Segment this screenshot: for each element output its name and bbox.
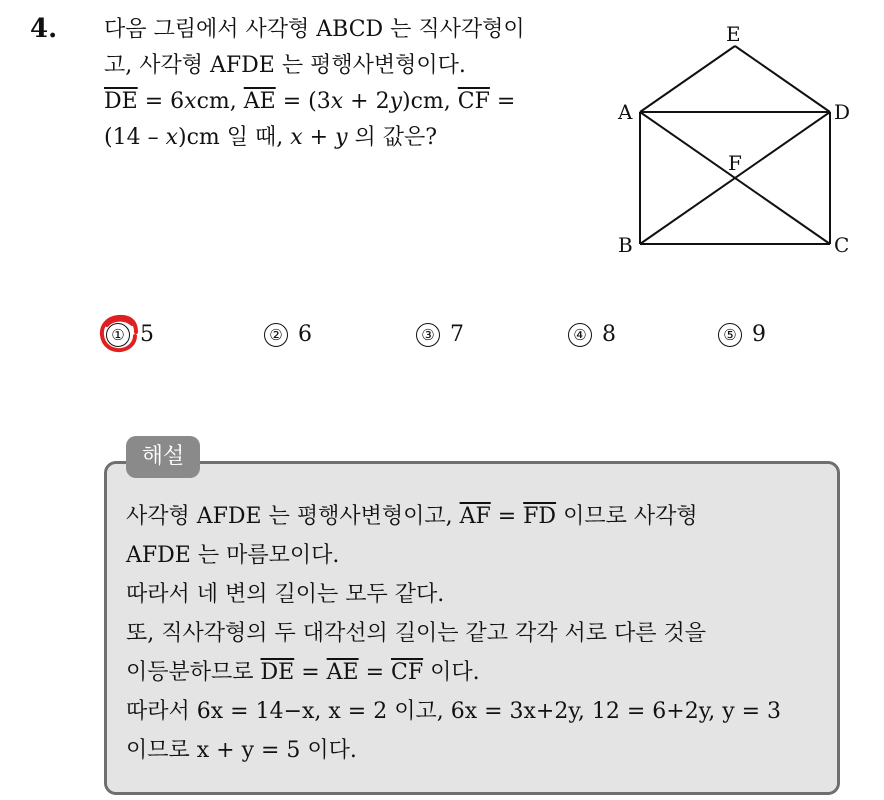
- label-a: A: [618, 100, 633, 124]
- equals-sign: =: [496, 89, 516, 114]
- segment-cf: $\overline{CF}$: [391, 660, 424, 685]
- segment-af: $\overline{AF}$: [459, 504, 491, 529]
- answer-choices: [106, 322, 786, 362]
- solution-tag: 해설: [126, 436, 200, 478]
- choice-number: ②: [264, 323, 288, 347]
- choice-3[interactable]: [416, 322, 464, 347]
- expr-close: )cm,: [402, 89, 451, 114]
- choice-number: ①: [106, 323, 130, 347]
- solution-line-2: AFDE 는 마름모이다.: [126, 543, 340, 568]
- solution-text-part: 이다.: [423, 660, 480, 685]
- segment-de: $\overline{DE}$: [260, 660, 295, 685]
- solution-text: [126, 497, 826, 770]
- equals-sign: =: [144, 89, 164, 114]
- coef-six: 6: [170, 89, 185, 114]
- unit-cm: cm,: [196, 89, 237, 114]
- label-c: C: [834, 233, 850, 257]
- question-text: [104, 12, 594, 156]
- expr-plus: +: [302, 125, 336, 150]
- equals-sign: =: [282, 89, 302, 114]
- label-b: B: [618, 233, 633, 257]
- segment-ae: $\overline{AE}$: [326, 660, 359, 685]
- question-line-1: 다음 그림에서 사각형 ABCD 는 직사각형이: [104, 17, 525, 42]
- choice-5[interactable]: [718, 322, 766, 347]
- label-d: D: [834, 100, 851, 124]
- question-ask: 의 값은?: [347, 125, 438, 150]
- solution-text-part: 사각형 AFDE 는 평행사변형이고,: [126, 504, 460, 529]
- solution-text-part: 이므로 사각형: [556, 504, 698, 529]
- expr-tail: )cm 일 때,: [178, 125, 291, 150]
- solution-line-1: [126, 497, 826, 536]
- equals-sign: =: [358, 660, 392, 685]
- label-e: E: [726, 22, 741, 46]
- var-x: x: [330, 89, 344, 114]
- var-y: y: [389, 89, 403, 114]
- choice-4[interactable]: [568, 322, 616, 347]
- segment-ed: [735, 46, 830, 112]
- choice-number: ⑤: [718, 323, 742, 347]
- choice-number: ③: [416, 323, 440, 347]
- expr-plus: + 2: [343, 89, 390, 114]
- var-x: x: [165, 125, 178, 150]
- expr-open: (3: [308, 89, 331, 114]
- segment-ae: $\overline{AE}$: [243, 89, 276, 114]
- question-line-3: [104, 84, 594, 120]
- geometry-figure: [608, 18, 868, 268]
- segment-de: $\overline{DE}$: [104, 89, 138, 114]
- choice-value: 8: [602, 322, 616, 347]
- label-f: F: [728, 151, 742, 175]
- var-x: x: [184, 89, 197, 114]
- var-y: y: [335, 125, 348, 150]
- choice-value: 5: [140, 322, 154, 347]
- question-number: 4.: [30, 14, 58, 44]
- expr-open: (14 –: [104, 125, 166, 150]
- question-line-2: 고, 사각형 AFDE 는 평행사변형이다.: [104, 53, 466, 78]
- choice-1[interactable]: [106, 322, 154, 347]
- equals-sign: =: [490, 504, 524, 529]
- solution-line-3: 따라서 네 변의 길이는 모두 같다.: [126, 582, 445, 607]
- segment-cf: $\overline{CF}$: [457, 89, 490, 114]
- segment-fd: $\overline{FD}$: [523, 504, 557, 529]
- solution-text-part: 이등분하므로: [126, 660, 261, 685]
- choice-number: ④: [568, 323, 592, 347]
- solution-line-6: 따라서 6x = 14−x, x = 2 이고, 6x = 3x+2y, 12 = 6+2y, y = 3: [126, 699, 782, 724]
- choice-value: 7: [450, 322, 464, 347]
- question-line-4: [104, 120, 594, 156]
- solution-line-4: 또, 직사각형의 두 대각선의 길이는 같고 각각 서로 다른 것을: [126, 621, 706, 646]
- choice-2[interactable]: [264, 322, 312, 347]
- choice-value: 6: [298, 322, 312, 347]
- equals-sign: =: [294, 660, 327, 685]
- solution-line-7: 이므로 x + y = 5 이다.: [126, 738, 357, 763]
- var-x: x: [290, 125, 303, 150]
- choice-value: 9: [752, 322, 766, 347]
- answer-mark-icon: [98, 312, 144, 356]
- geometry-svg: [608, 18, 868, 268]
- segment-ae: [640, 46, 735, 112]
- solution-line-5: [126, 653, 826, 692]
